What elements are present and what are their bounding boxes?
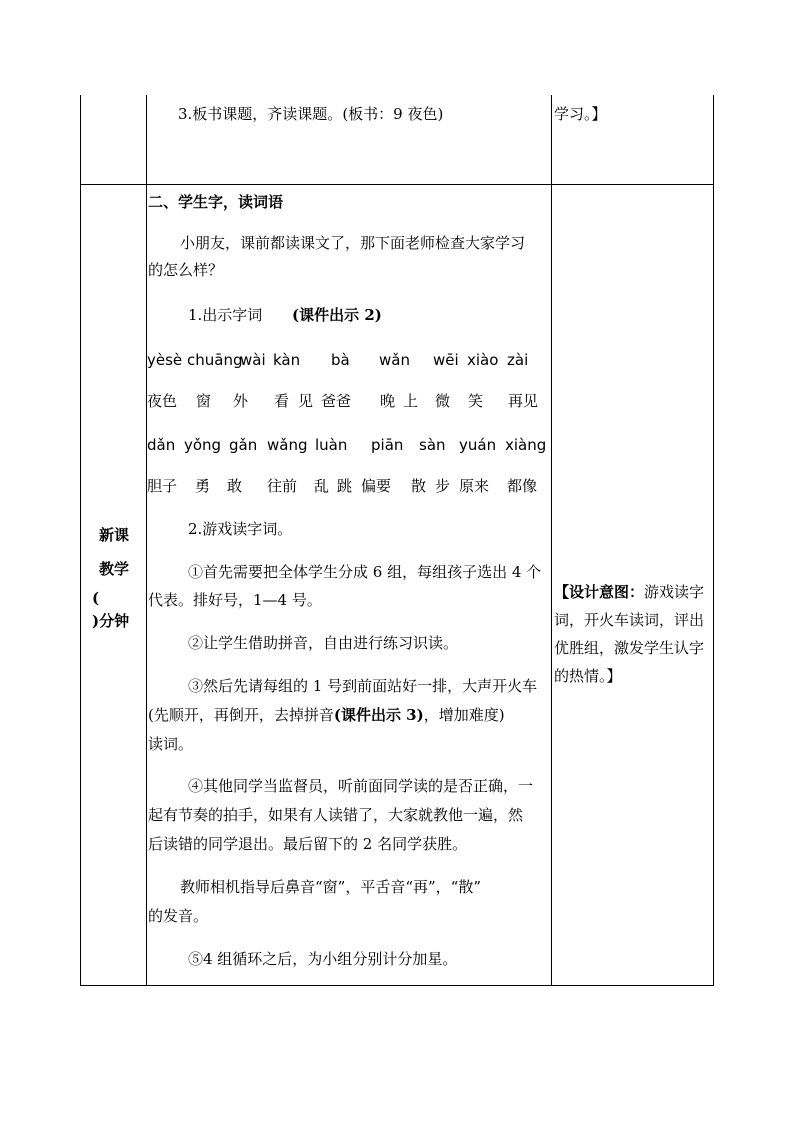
vocab-word: 往前: [267, 477, 298, 495]
section-label-line-4: )分钟: [92, 612, 130, 630]
pinyin: bà: [331, 351, 350, 369]
game-step-5: ⑤4 组循环之后，为小组分别计分加星。: [188, 950, 458, 968]
pinyin: wǎng: [267, 436, 308, 454]
table-right-border: [713, 95, 714, 986]
pinyin: sàn: [419, 436, 446, 454]
board-title-step: 3.板书课题，齐读课题。(板书：9 夜色): [178, 105, 444, 123]
pinyin: gǎn: [229, 436, 258, 454]
vocab-word: 再见: [508, 392, 539, 410]
pinyin: luàn: [315, 436, 348, 454]
design-intent-line-2: 词，开火车读词，评出: [554, 611, 705, 629]
game-step-3-line-2: [148, 705, 505, 725]
pinyin: piān: [371, 436, 404, 454]
section-label: [82, 518, 146, 632]
vocab-word: 偏要: [361, 477, 392, 495]
pinyin: xiàng: [505, 436, 547, 454]
vocab-word: 微: [435, 392, 451, 410]
design-intent-label: 【设计意图：: [554, 583, 645, 601]
teacher-guidance-line-1: 教师相机指导后鼻音“窗”，平舌音“再”，“散”: [180, 878, 482, 896]
pinyin: wēi: [433, 351, 459, 369]
table-left-border: [80, 95, 81, 986]
design-intent-text-1: 游戏读字: [644, 583, 705, 601]
vocab-word: 看: [274, 392, 290, 410]
step1-label: 1.出示字词: [188, 306, 263, 324]
design-intent-line-4: 的热情。】: [554, 667, 622, 685]
design-intent-line-1: [554, 578, 714, 606]
game-step-3-line-2-c: ，增加难度): [423, 706, 505, 724]
table-row-divider: [80, 184, 714, 185]
game-step-4-line-2: 起有节奏的拍手，如果有人读错了，大家就教他一遍，然: [148, 806, 524, 824]
vocab-word: 散: [411, 477, 427, 495]
teacher-guidance-line-2: 的发音。: [148, 907, 209, 925]
vocab-word: 夜色: [147, 392, 178, 410]
pinyin: dǎn: [147, 436, 176, 454]
game-step-2: ②让学生借助拼音，自由进行练习识读。: [188, 634, 459, 652]
vocab-word: 见: [298, 392, 314, 410]
pinyin: yǒng: [184, 436, 222, 454]
game-step-3-line-2-a: (先顺开，再倒开，去掉拼音: [148, 706, 334, 724]
game-step-3-line-1: ③然后先请每组的 1 号到前面站好一排，大声开火车: [188, 677, 538, 695]
pinyin: zài: [507, 351, 529, 369]
vocab-word: 勇: [195, 477, 211, 495]
step1-note: (课件出示 2): [292, 306, 382, 324]
game-step-1-line-2: 代表。排好号，1—4 号。: [148, 591, 322, 609]
game-step-4-line-3: 后读错的同学退出。最后留下的 2 名同学获胜。: [148, 835, 468, 853]
vocab-word: 上: [403, 392, 419, 410]
pinyin: yuán: [459, 436, 497, 454]
vocab-word: 胆子: [147, 477, 178, 495]
pinyin: chuāng: [187, 351, 243, 369]
design-intent: [554, 578, 714, 690]
section-label-line-3: (: [92, 589, 100, 607]
vocab-word: 乱: [314, 477, 330, 495]
vocab-word: 窗: [196, 392, 212, 410]
table-bottom-border: [80, 985, 714, 986]
vocab-word: 爸爸: [321, 392, 352, 410]
intro-line-1: 小朋友，课前都读课文了，那下面老师检查大家学习: [180, 234, 526, 252]
vocab-word: 跳: [337, 477, 353, 495]
pinyin: kàn: [273, 351, 301, 369]
pinyin: yèsè: [147, 351, 183, 369]
game-step-4-line-1: ④其他同学当监督员，听前面同学读的是否正确，一: [188, 777, 534, 795]
pinyin: wǎn: [379, 351, 410, 369]
vocab-word: 步: [435, 477, 451, 495]
pinyin: xiào: [467, 351, 499, 369]
game-step-3-courseware-note: (课件出示 3): [333, 706, 424, 724]
step2-label: 2.游戏读字词。: [188, 520, 293, 538]
vocab-word: 敢: [227, 477, 243, 495]
intro-line-2: 的怎么样？: [148, 261, 224, 279]
game-step-1-line-1: ①首先需要把全体学生分成 6 组，每组孩子选出 4 个: [188, 563, 542, 581]
table-col-divider-2: [551, 95, 552, 986]
pinyin: wài: [240, 351, 266, 369]
vocab-word: 笑: [468, 392, 484, 410]
section-label-line-1: 新课: [98, 526, 129, 544]
game-step-3-line-3: 读词。: [148, 735, 194, 753]
vocab-word: 原来: [459, 477, 490, 495]
vocab-word: 外: [233, 392, 249, 410]
table-col-divider-1: [146, 95, 147, 986]
design-intent-line-3: 优胜组，激发学生认字: [554, 639, 705, 657]
section-heading: 二、学生字，读词语: [148, 193, 284, 211]
row1-right-note: 学习。】: [554, 105, 607, 123]
vocab-word: 晚: [380, 392, 396, 410]
section-label-line-2: 教学: [98, 560, 129, 578]
vocab-word: 都像: [507, 477, 538, 495]
